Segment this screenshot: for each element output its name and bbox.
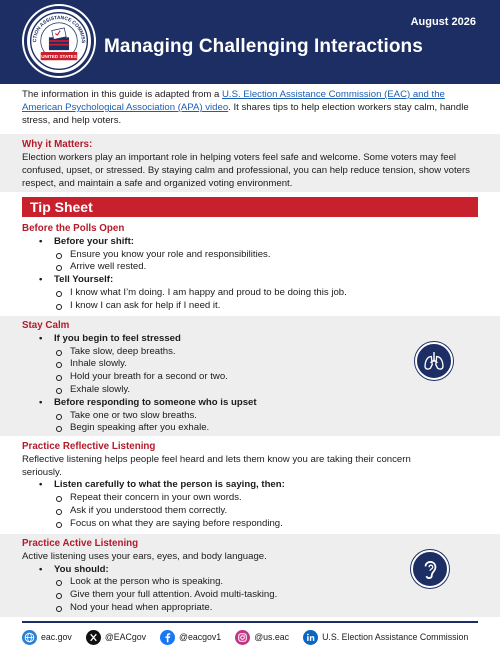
instagram-handle: @us.eac [254, 632, 290, 642]
section-heading: Practice Reflective Listening [22, 441, 156, 452]
why-it-matters-section [0, 134, 500, 192]
ear-icon [411, 550, 449, 588]
header-banner [0, 0, 500, 84]
bullet-item: • Tell Yourself: [22, 274, 478, 287]
seal-top-text: CTION ASSISTANCE COMMISS [33, 16, 85, 44]
footer-x[interactable] [86, 630, 146, 645]
issue-date: August 2026 [410, 16, 476, 28]
sub-bullet-item: Inhale slowly. [22, 358, 478, 371]
sub-bullet-item: Focus on what they are saying before responding. [22, 518, 478, 531]
why-heading: Why it Matters: [22, 139, 93, 150]
bullet-item: • Before responding to someone who is upset [22, 397, 478, 410]
section-heading: Practice Active Listening [22, 538, 139, 549]
footer-instagram[interactable] [235, 630, 289, 645]
sub-bullet-item: Look at the person who is speaking. [22, 576, 478, 589]
bullet-item: • You should: [22, 564, 478, 577]
seal-bottom-text: UNITED STATES [41, 53, 77, 59]
footer-divider [22, 621, 478, 623]
facebook-icon [160, 630, 175, 645]
linkedin-name: U.S. Election Assistance Commission [322, 632, 469, 642]
section-heading: Before the Polls Open [22, 223, 125, 234]
bullet-item: • Listen carefully to what the person is saying, then: [22, 479, 478, 492]
footer-linkedin[interactable] [303, 630, 468, 645]
section-active-listening [0, 534, 500, 617]
linkedin-icon [303, 630, 318, 645]
page-title: Managing Challenging Interactions [104, 36, 423, 57]
sub-bullet-item: Take one or two slow breaths. [22, 410, 478, 423]
instagram-icon [235, 630, 250, 645]
sub-bullet-item: I know I can ask for help if I need it. [22, 300, 478, 313]
bullet-item: • If you begin to feel stressed [22, 333, 478, 346]
bullet-item: • Before your shift: [22, 236, 478, 249]
sub-bullet-item: Begin speaking after you exhale. [22, 422, 478, 435]
sub-bullet-item: Ask if you understood them correctly. [22, 505, 478, 518]
tip-sheet-banner: Tip Sheet [22, 197, 478, 217]
sub-bullet-item: Arrive well rested. [22, 261, 478, 274]
website-text: eac.gov [41, 632, 72, 642]
sub-bullet-item: Ensure you know your role and responsibilities. [22, 249, 478, 262]
eac-seal-logo [24, 6, 94, 76]
sub-bullet-item: Hold your breath for a second or two. [22, 371, 478, 384]
intro-prefix: The information in this guide is adapted from a [22, 89, 222, 100]
source-video-link[interactable]: U.S. Election Assistance Commission (EAC) and the American Psychological Association (APA) video [22, 89, 445, 113]
sub-bullet-item: I know what I’m doing. I am happy and proud to be doing this job. [22, 287, 478, 300]
sub-bullet-item: Take slow, deep breaths. [22, 346, 478, 359]
why-body: Election workers play an important role in helping voters feel safe and welcome. Some voters may feel confused, upset, or stressed. By staying calm and professional, you can help reduce tension, show voters respect, and maintain a safe and organized voting environment. [22, 152, 470, 189]
section-body: Reflective listening helps people feel heard and lets them know you are taking their concern seriously. [22, 453, 411, 478]
footer-website[interactable] [22, 630, 72, 645]
sub-bullet-item: Nod your head when appropriate. [22, 602, 478, 615]
section-stay-calm [0, 316, 500, 436]
intro-suffix: . It shares tips to help election workers stay calm, handle stress, and help voters. [22, 102, 469, 126]
facebook-handle: @eacgov1 [179, 632, 222, 642]
section-heading: Stay Calm [22, 320, 70, 331]
x-handle: @EACgov [104, 632, 147, 642]
sub-bullet-item: Give them your full attention. Avoid multi-tasking. [22, 589, 478, 602]
footer-facebook[interactable] [160, 630, 221, 645]
section-body: Active listening uses your ears, eyes, and body language. [22, 550, 267, 562]
sub-bullet-item: Repeat their concern in your own words. [22, 492, 478, 505]
lungs-icon [415, 342, 453, 380]
intro-paragraph [22, 88, 478, 127]
section-before-polls [0, 219, 500, 315]
sub-bullet-item: Exhale slowly. [22, 384, 478, 397]
x-icon [86, 630, 101, 645]
globe-icon [22, 630, 37, 645]
footer-social-bar [22, 626, 478, 648]
section-reflective-listening [0, 437, 500, 533]
